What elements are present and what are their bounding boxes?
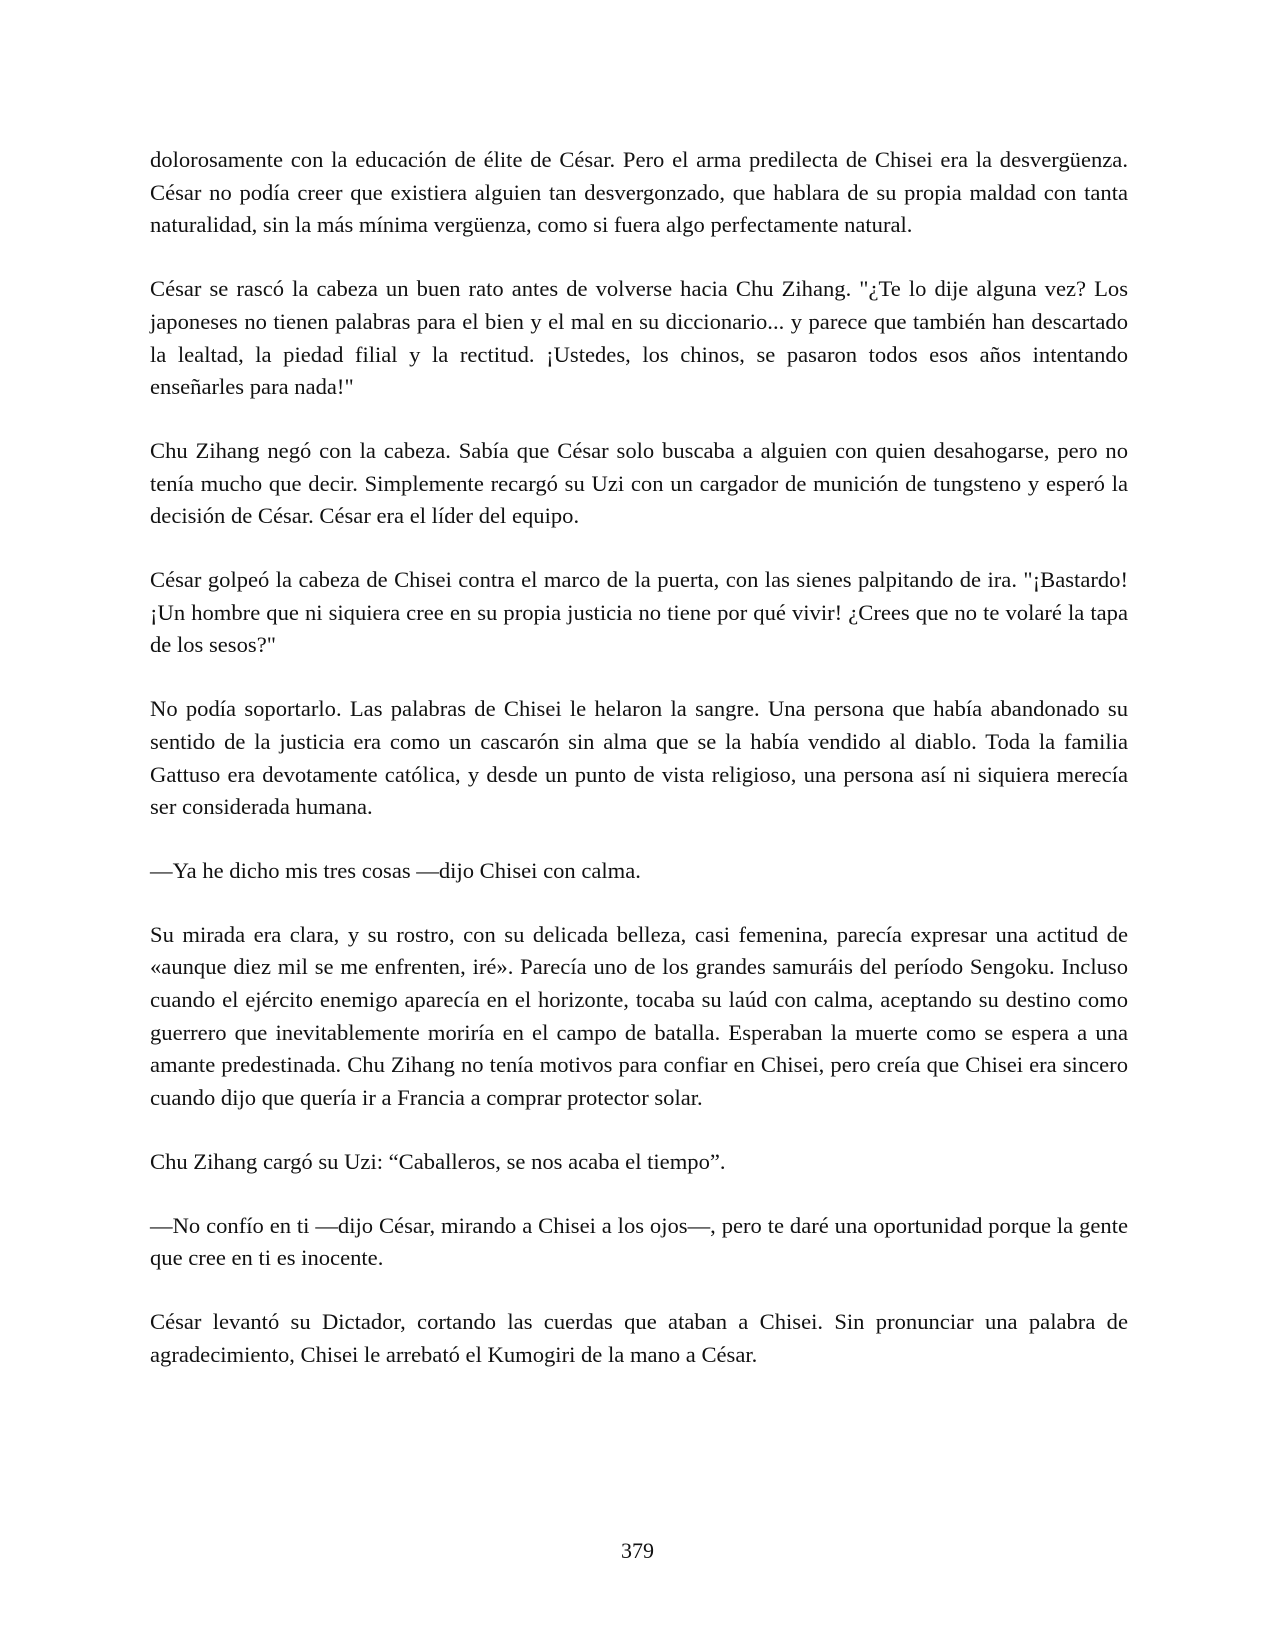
paragraph: —Ya he dicho mis tres cosas —dijo Chisei con calma.	[150, 857, 641, 883]
page-number: 379	[621, 1538, 654, 1563]
paragraph: Su mirada era clara, y su rostro, con su delicada belleza, casi femenina, parecía expresar una actitud de «aunque diez mil se me enfrenten, iré». Parecía uno de los grandes samuráis del período Sengoku. Incluso cuando el ejército enemigo aparecía en el horizonte, tocaba su laúd con calma, aceptando su destino como guerrero que inevitablemente moriría en el campo de batalla. Esperaban la muerte como se espera a una amante predestinada. Chu Zihang no tenía motivos para confiar en Chisei, pero creía que Chisei era sincero cuando dijo que quería ir a Francia a comprar protector solar.	[150, 921, 1128, 1111]
paragraph: César golpeó la cabeza de Chisei contra el marco de la puerta, con las sienes palpitando de ira. "¡Bastardo! ¡Un hombre que ni siquiera cree en su propia justicia no tiene por qué vivir! ¿Crees que no te volaré la tapa de los sesos?"	[150, 567, 1128, 658]
paragraph: —No confío en ti —dijo César, mirando a Chisei a los ojos—, pero te daré una oportunidad porque la gente que cree en ti es inocente.	[150, 1212, 1128, 1271]
paragraph: Chu Zihang cargó su Uzi: “Caballeros, se nos acaba el tiempo”.	[150, 1148, 726, 1174]
paragraph: No podía soportarlo. Las palabras de Chisei le helaron la sangre. Una persona que había abandonado su sentido de la justicia era como un cascarón sin alma que se la había vendido al diablo. Toda la familia Gattuso era devotamente católica, y desde un punto de vista religioso, una persona así ni siquiera merecía ser considerada humana.	[150, 696, 1128, 820]
paragraph: Chu Zihang negó con la cabeza. Sabía que César solo buscaba a alguien con quien desahogarse, pero no tenía mucho que decir. Simplemente recargó su Uzi con un cargador de munición de tungsteno y esperó la decisión de César. César era el líder del equipo.	[150, 437, 1128, 529]
paragraph: dolorosamente con la educación de élite de César. Pero el arma predilecta de Chisei era la desvergüenza. César no podía creer que existiera alguien tan desvergonzado, que hablara de su propia maldad con tanta naturalidad, sin la más mínima vergüenza, como si fuera algo perfectamente natural.	[150, 147, 1128, 238]
paragraph: César se rascó la cabeza un buen rato antes de volverse hacia Chu Zihang. "¿Te lo dije alguna vez? Los japoneses no tienen palabras para el bien y el mal en su diccionario... y parece que también han descartado la lealtad, la piedad filial y la rectitud. ¡Ustedes, los chinos, se pasaron todos esos años intentando enseñarles para nada!"	[150, 276, 1128, 400]
paragraph: César levantó su Dictador, cortando las cuerdas que ataban a Chisei. Sin pronunciar una palabra de agradecimiento, Chisei le arrebató el Kumogiri de la mano a César.	[150, 1308, 1128, 1367]
page-body	[150, 144, 1128, 1402]
